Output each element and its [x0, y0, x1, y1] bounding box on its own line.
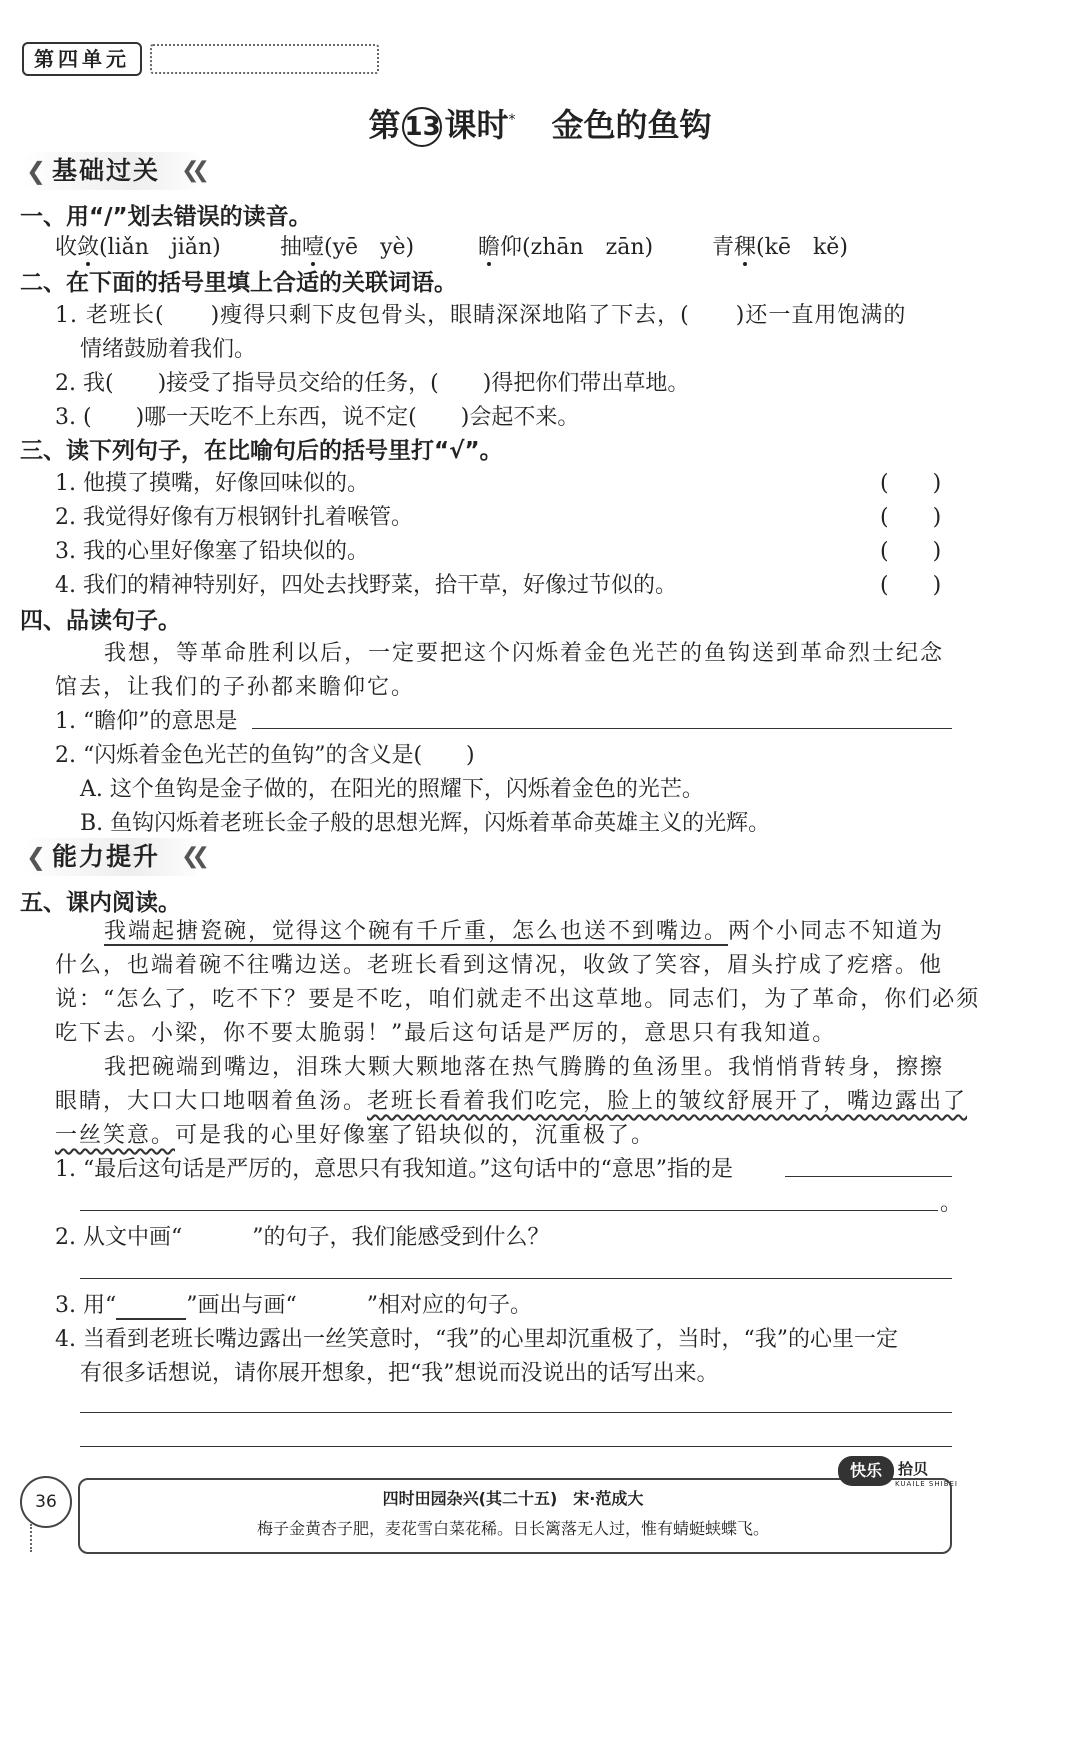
q3-item: 1. 他摸了摸嘴，好像回味似的。	[55, 471, 369, 496]
q2-heading: 二、在下面的括号里填上合适的关联词语。	[20, 270, 457, 296]
q5-text: 两个小同志不知道为	[728, 919, 945, 944]
q4-option-a: A. 这个鱼钩是金子做的，在阳光的照耀下，闪烁着金色的光芒。	[80, 777, 704, 802]
q5-s4-answer-line-1[interactable]	[80, 1412, 952, 1413]
badge-kuaile: 快乐	[838, 1456, 894, 1486]
q4-sub-1: 1. “瞻仰”的意思是	[55, 709, 238, 734]
q5-heading: 五、课内阅读。	[20, 890, 181, 916]
chevron-left-icon: ❮	[26, 843, 49, 871]
q5-text: ”画出与画“	[186, 1293, 297, 1318]
double-chevron-left-icon: ❮❮	[181, 844, 203, 869]
q2-line-2: 情绪鼓励着我们。	[80, 337, 257, 362]
straight-line-sample	[116, 1293, 186, 1320]
lesson-title: 金色的鱼钩	[551, 106, 712, 144]
q1-pinyin[interactable]: (kē kě)	[756, 235, 848, 260]
unit-dotted-box	[150, 44, 379, 74]
wavy-underlined-sentence: 老班长看着我们吃完，脸上的皱纹舒展开了，嘴边露出了	[367, 1089, 968, 1114]
q4-sub-2[interactable]: 2. “闪烁着金色光芒的鱼钩”的含义是( )	[55, 743, 475, 768]
q1-pinyin[interactable]: (zhān zān)	[522, 235, 654, 260]
page-number: 36	[20, 1476, 72, 1528]
wavy-line-sample	[297, 1293, 367, 1318]
q1-pinyin[interactable]: (yē yè)	[324, 235, 415, 260]
unit-tag: 第四单元	[22, 42, 142, 76]
q4-option-b: B. 鱼钩闪烁着老班长金子般的思想光辉，闪烁着革命英雄主义的光辉。	[80, 811, 771, 836]
q1-pinyin[interactable]: (liǎn jiǎn)	[99, 235, 221, 260]
q5-text: 可是我的心里好像塞了铅块似的，沉重极了。	[175, 1123, 656, 1148]
q5-text: 3. 用“	[55, 1293, 117, 1318]
q1-word: 抽噎	[280, 235, 324, 260]
q1-item-2	[280, 230, 414, 261]
q3-answer-paren[interactable]: ( )	[880, 573, 942, 598]
wavy-underlined-sentence: 一丝笑意。	[55, 1123, 176, 1148]
page-title	[0, 100, 1080, 147]
q3-answer-paren[interactable]: ( )	[880, 505, 942, 530]
poem-title: 四时田园杂兴(其二十五) 宋·范成大	[382, 1489, 644, 1508]
q4-passage-line-1: 我想，等革命胜利以后，一定要把这个闪烁着金色光芒的鱼钩送到革命烈士纪念	[104, 641, 945, 666]
q1-item-1	[55, 230, 221, 261]
double-chevron-left-icon: ❮❮	[181, 158, 203, 183]
q5-para2-line2	[55, 1084, 967, 1115]
q1-item-3	[478, 230, 653, 261]
straight-underlined-sentence: 我端起搪瓷碗，觉得这个碗有千斤重，怎么也送不到嘴边。	[104, 919, 729, 944]
q3-item: 2. 我觉得好像有万根钢针扎着喉管。	[55, 505, 413, 530]
poem-text: 梅子金黄杏子肥，麦花雪白菜花稀。日长篱落无人过，惟有蜻蜓蛱蝶飞。	[256, 1519, 769, 1538]
q5-sub-4-line2: 有很多话想说，请你展开想象，把“我”想说而没说出的话写出来。	[80, 1361, 719, 1386]
q5-s1-period: 。	[940, 1191, 963, 1216]
decorative-dash	[30, 1524, 32, 1552]
lesson-suffix: 课时	[444, 106, 509, 144]
section-banner-basic	[20, 152, 206, 190]
q2-line-4[interactable]: 3. ( )哪一天吃不上东西，说不定( )会起不来。	[55, 405, 580, 430]
q5-para2-line3	[55, 1118, 655, 1149]
q4-passage-line-2: 馆去，让我们的子孙都来瞻仰它。	[55, 675, 416, 700]
q3-heading: 三、读下列句子，在比喻句后的括号里打“√”。	[20, 438, 503, 464]
q5-s2-answer-line[interactable]	[80, 1278, 952, 1279]
badge-subtitle: KUAILE SHIBEI	[895, 1480, 958, 1488]
q3-item: 3. 我的心里好像塞了铅块似的。	[55, 539, 369, 564]
q3-answer-paren[interactable]: ( )	[880, 471, 942, 496]
q2-line-1[interactable]: 1. 老班长( )瘦得只剩下皮包骨头，眼睛深深地陷了下去，( )还一直用饱满的	[55, 303, 907, 328]
emphasis-dot	[487, 262, 491, 266]
q1-heading: 一、用“/”划去错误的读音。	[20, 204, 312, 230]
q5-text: ”的句子，我们能感受到什么？	[252, 1225, 550, 1250]
q5-s1-answer-line-a[interactable]	[785, 1176, 952, 1177]
q5-para1-line4: 吃下去。小梁，你不要太脆弱！”最后这句话是严厉的，意思只有我知道。	[55, 1021, 837, 1046]
q5-para1-line1	[104, 914, 944, 945]
q3-answer-paren[interactable]: ( )	[880, 539, 942, 564]
lesson-prefix: 第	[368, 106, 401, 144]
q4-heading: 四、品读句子。	[20, 608, 181, 634]
q1-word: 青稞	[712, 235, 756, 260]
q1-item-4	[712, 230, 848, 261]
badge-shibei: 拾贝	[898, 1460, 929, 1478]
q5-text: 2. 从文中画“	[55, 1225, 183, 1250]
section-banner-ability	[20, 838, 206, 876]
q5-para2-line1: 我把碗端到嘴边，泪珠大颗大颗地落在热气腾腾的鱼汤里。我悄悄背转身，擦擦	[104, 1055, 945, 1080]
q5-sub-1: 1. “最后这句话是严厉的，意思只有我知道。”这句话中的“意思”指的是	[55, 1157, 733, 1182]
emphasis-dot	[743, 262, 747, 266]
q5-text: 眼睛，大口大口地咽着鱼汤。	[55, 1089, 368, 1114]
star-mark: *	[508, 112, 516, 129]
q5-sub-2	[55, 1220, 549, 1251]
q1-word: 收敛	[55, 235, 99, 260]
q5-s1-answer-line-b[interactable]	[80, 1210, 938, 1211]
q5-text: ”相对应的句子。	[366, 1293, 532, 1318]
section-basic-label: 基础过关	[52, 156, 161, 185]
q4-answer-line[interactable]	[252, 728, 952, 729]
chevron-left-icon: ❮	[26, 157, 49, 185]
q5-sub-3	[55, 1288, 532, 1320]
q5-para1-line3: 说：“怎么了，吃不下？要是不吃，咱们就走不出这草地。同志们，为了革命，你们必须	[55, 987, 981, 1012]
q5-s4-answer-line-2[interactable]	[80, 1446, 952, 1447]
q5-sub-4-line1: 4. 当看到老班长嘴边露出一丝笑意时，“我”的心里却沉重极了，当时，“我”的心里一定	[55, 1327, 898, 1352]
section-ability-label: 能力提升	[52, 842, 161, 871]
wavy-line-sample	[182, 1225, 252, 1250]
q5-para1-line2: 什么，也端着碗不往嘴边送。老班长看到这情况，收敛了笑容，眉头拧成了疙瘩。他	[55, 953, 944, 978]
q3-item: 4. 我们的精神特别好，四处去找野菜，拾干草，好像过节似的。	[55, 573, 677, 598]
lesson-number: 13	[402, 107, 442, 147]
q2-line-3[interactable]: 2. 我( )接受了指导员交给的任务，( )得把你们带出草地。	[55, 371, 690, 396]
q1-word: 瞻 仰	[478, 235, 522, 260]
